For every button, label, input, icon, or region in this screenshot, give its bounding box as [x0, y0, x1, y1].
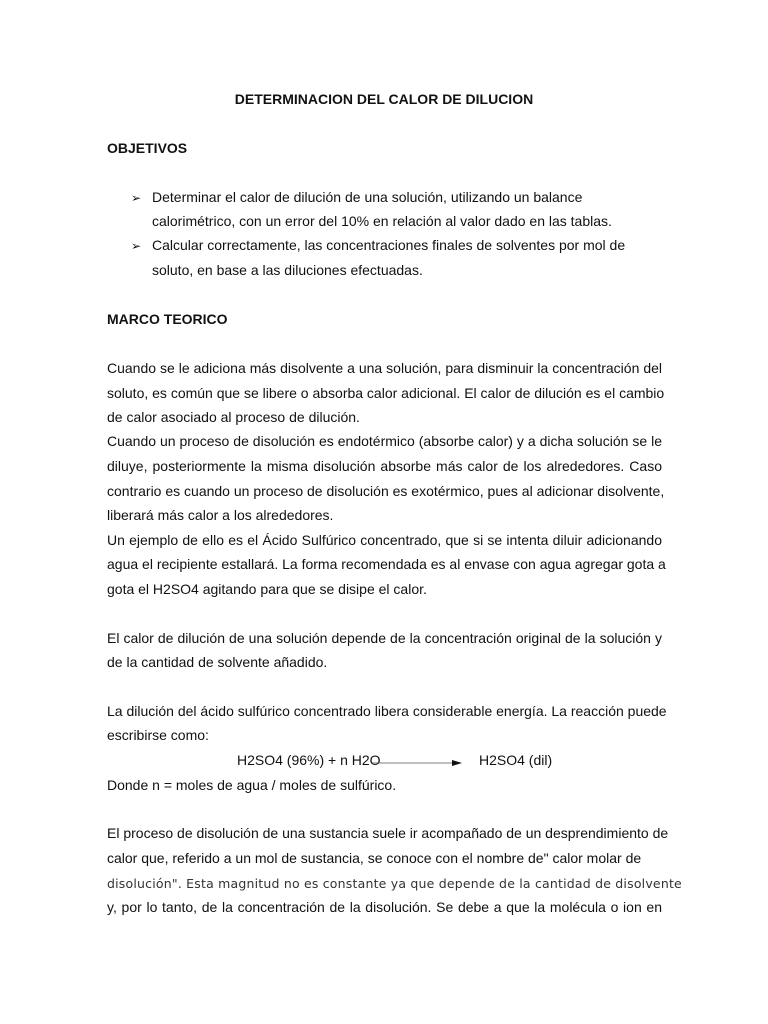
objetivos-heading: OBJETIVOS [107, 140, 188, 156]
objetivo-2-line-1: Calcular correctamente, las concentraciones finales de solventes por mol de [152, 237, 626, 253]
paragraph-6-line-2: calor que, referido a un mol de sustancia, se conoce con el nombre de" calor molar de [107, 850, 642, 866]
objetivo-1-line-1: Determinar el calor de dilución de una solución, utilizando un balance [152, 189, 583, 205]
paragraph-4-line-2: de la cantidad de solvente añadido. [107, 654, 328, 670]
paragraph-2-line-2: diluye, posteriormente la misma disolución absorbe más calor de los alrededores. Caso [107, 458, 662, 474]
reaction-product: H2SO4 (dil) [479, 752, 553, 768]
paragraph-1-line-3: de calor asociado al proceso de dilución. [107, 409, 360, 425]
paragraph-6-line-4: y, por lo tanto, de la concentración de la disolución. Se debe a que la molécula o ion en [107, 899, 662, 915]
paragraph-3-line-1: Un ejemplo de ello es el Ácido Sulfúrico concentrado, que si se intenta diluir adicionando [107, 532, 662, 548]
paragraph-5-line-2: escribirse como: [107, 727, 209, 743]
paragraph-1-line-2: soluto, es común que se libere o absorba calor adicional. El calor de dilución es el cambio [107, 385, 665, 401]
reaction-arrow-icon [372, 760, 462, 766]
paragraph-2-line-4: liberará más calor a los alrededores. [107, 507, 334, 523]
bullet-arrow-icon: ➢ [131, 191, 142, 205]
paragraph-3-line-2: agua el recipiente estallará. La forma recomendada es al envase con agua agregar gota a [107, 556, 666, 572]
objetivo-1-line-2: calorimétrico, con un error del 10% en relación al valor dado en las tablas. [152, 213, 612, 229]
marco-teorico-heading: MARCO TEORICO [107, 311, 228, 327]
reaction-reactants: H2SO4 (96%) + n H2O [237, 752, 381, 768]
paragraph-5-line-1: La dilución del ácido sulfúrico concentrado libera considerable energía. La reacción puede [107, 703, 667, 719]
objetivo-2-line-2: soluto, en base a las diluciones efectuadas. [152, 262, 423, 278]
paragraph-3-line-3: gota el H2SO4 agitando para que se disipe el calor. [107, 581, 427, 597]
paragraph-6-line-1: El proceso de disolución de una sustancia suele ir acompañado de un desprendimiento de [107, 825, 669, 841]
donde-line: Donde n = moles de agua / moles de sulfúrico. [107, 777, 397, 793]
bullet-arrow-icon: ➢ [131, 239, 142, 253]
document-title: DETERMINACION DEL CALOR DE DILUCION [234, 91, 534, 107]
paragraph-2-line-1: Cuando un proceso de disolución es endotérmico (absorbe calor) y a dicha solución se le [107, 433, 662, 449]
paragraph-4-line-1: El calor de dilución de una solución depende de la concentración original de la solución y [107, 630, 662, 646]
paragraph-6-line-3: disolución". Esta magnitud no es constante ya que depende de la cantidad de disolvente [107, 876, 682, 891]
paragraph-2-line-3: contrario es cuando un proceso de disolución es exotérmico, pues al adicionar disolvente, [107, 483, 665, 499]
paragraph-1-line-1: Cuando se le adiciona más disolvente a una solución, para disminuir la concentración del [107, 360, 662, 376]
